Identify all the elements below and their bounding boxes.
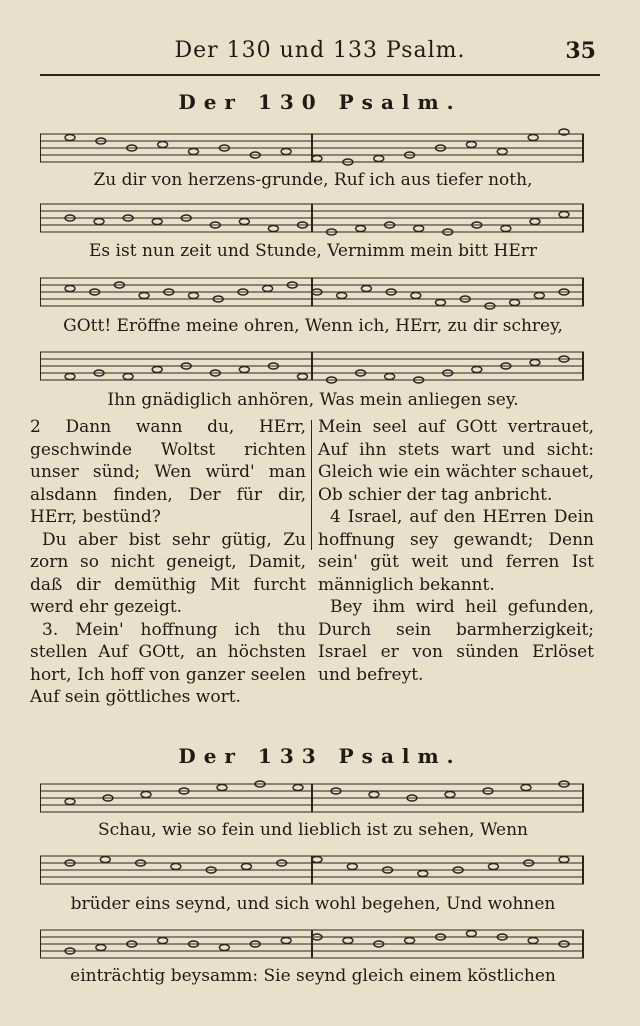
verse-paragraph: Mein seel auf GOtt vertrauet, Auf ihn stets wart und sicht: Gleich wie ein wächter schauet, Ob schier der tag anbricht. bbox=[318, 417, 594, 505]
verse-columns bbox=[30, 416, 594, 726]
page-header bbox=[40, 34, 600, 76]
note-head bbox=[488, 864, 498, 870]
lyric-line: Schau, wie so fein und lieblich ist zu sehen, Wenn bbox=[97, 820, 528, 840]
lyric-line: Zu dir von herzens-grunde, Ruf ich aus tiefer noth, bbox=[93, 170, 533, 190]
verse-paragraph: Bey ihm wird heil gefunden, Durch sein barmherzigkeit; Israel er von sünden Erlöset und befreyt. bbox=[318, 597, 594, 685]
note-head bbox=[139, 293, 149, 299]
note-head bbox=[312, 857, 322, 863]
note-head bbox=[528, 135, 538, 141]
note-head bbox=[189, 149, 199, 155]
verse-column-left bbox=[30, 416, 306, 709]
music-staff bbox=[40, 850, 584, 890]
lyric-line: Es ist nun zeit und Stunde, Vernimm mein bitt HErr bbox=[89, 241, 537, 261]
note-head bbox=[521, 785, 531, 791]
note-head bbox=[189, 293, 199, 299]
note-head bbox=[445, 792, 455, 798]
note-head bbox=[281, 938, 291, 944]
note-head bbox=[158, 938, 168, 944]
running-title: Der 130 und 133 Psalm. bbox=[174, 38, 466, 63]
note-head bbox=[528, 938, 538, 944]
psalm-133-title: Der 133 Psalm. bbox=[178, 744, 462, 768]
music-staff bbox=[40, 272, 584, 312]
verse-paragraph: 3. Mein' hoffnung ich thu stellen Auf GOtt, an höchsten hort, Ich hoff von ganzer seelen Auf sein göttliches wort. bbox=[30, 619, 306, 707]
music-staff bbox=[40, 346, 584, 386]
column-divider bbox=[311, 420, 312, 550]
note-head bbox=[466, 142, 476, 148]
note-head bbox=[65, 799, 75, 805]
note-head bbox=[510, 300, 520, 306]
lyric-line: brüder eins seynd, und sich wohl begehen, Und wohnen bbox=[70, 894, 556, 914]
note-head bbox=[268, 226, 278, 232]
note-head bbox=[501, 226, 511, 232]
note-head bbox=[65, 286, 75, 292]
note-head bbox=[65, 135, 75, 141]
note-head bbox=[241, 864, 251, 870]
note-head bbox=[418, 871, 428, 877]
note-head bbox=[436, 300, 446, 306]
music-staff bbox=[40, 128, 584, 168]
note-head bbox=[405, 938, 415, 944]
note-head bbox=[337, 293, 347, 299]
note-head bbox=[96, 945, 106, 951]
note-head bbox=[152, 219, 162, 225]
note-head bbox=[65, 374, 75, 380]
lyric-line: einträchtig beysamm: Sie seynd gleich einem köstlichen bbox=[70, 966, 556, 986]
verse-paragraph: 2 Dann wann du, HErr, geschwinde Woltst richten unser sünd; Wen würd' man alsdann finden, Der für dir, HErr, bestünd? bbox=[30, 417, 306, 527]
note-head bbox=[171, 864, 181, 870]
note-head bbox=[152, 367, 162, 373]
verse-paragraph: Du aber bist sehr gütig, Zu zorn so nicht geneigt, Damit, daß dir demüthig Mit furcht werd ehr gezeigt. bbox=[30, 529, 306, 617]
note-head bbox=[158, 142, 168, 148]
note-head bbox=[374, 156, 384, 162]
note-head bbox=[219, 945, 229, 951]
note-head bbox=[466, 931, 476, 937]
note-head bbox=[411, 293, 421, 299]
lyric-line: Ihn gnädiglich anhören, Was mein anliegen sey. bbox=[107, 390, 519, 410]
note-head bbox=[217, 785, 227, 791]
note-head bbox=[530, 219, 540, 225]
note-head bbox=[414, 226, 424, 232]
note-head bbox=[263, 286, 273, 292]
lyric-line: GOtt! Eröffne meine ohren, Wenn ich, HErr, zu dir schrey, bbox=[63, 316, 563, 336]
note-head bbox=[534, 293, 544, 299]
note-head bbox=[559, 212, 569, 218]
note-head bbox=[347, 864, 357, 870]
note-head bbox=[141, 792, 151, 798]
note-head bbox=[343, 938, 353, 944]
note-head bbox=[239, 219, 249, 225]
note-head bbox=[497, 149, 507, 155]
note-head bbox=[530, 360, 540, 366]
note-head bbox=[123, 374, 133, 380]
verse-column-right bbox=[318, 416, 594, 686]
note-head bbox=[472, 367, 482, 373]
page-number: 35 bbox=[565, 38, 596, 64]
psalm-130-title: Der 130 Psalm. bbox=[178, 90, 462, 114]
note-head bbox=[239, 367, 249, 373]
music-staff bbox=[40, 778, 584, 818]
note-head bbox=[312, 156, 322, 162]
note-head bbox=[369, 792, 379, 798]
verse-paragraph: 4 Israel, auf den HErren Dein hoffnung sey gewandt; Denn sein' güt weit und ferren Ist männiglich bekannt. bbox=[318, 507, 594, 595]
note-head bbox=[356, 226, 366, 232]
note-head bbox=[385, 374, 395, 380]
note-head bbox=[94, 219, 104, 225]
note-head bbox=[100, 857, 110, 863]
note-head bbox=[559, 857, 569, 863]
note-head bbox=[293, 785, 303, 791]
note-head bbox=[297, 374, 307, 380]
music-staff bbox=[40, 924, 584, 964]
music-staff bbox=[40, 198, 584, 238]
note-head bbox=[281, 149, 291, 155]
note-head bbox=[361, 286, 371, 292]
